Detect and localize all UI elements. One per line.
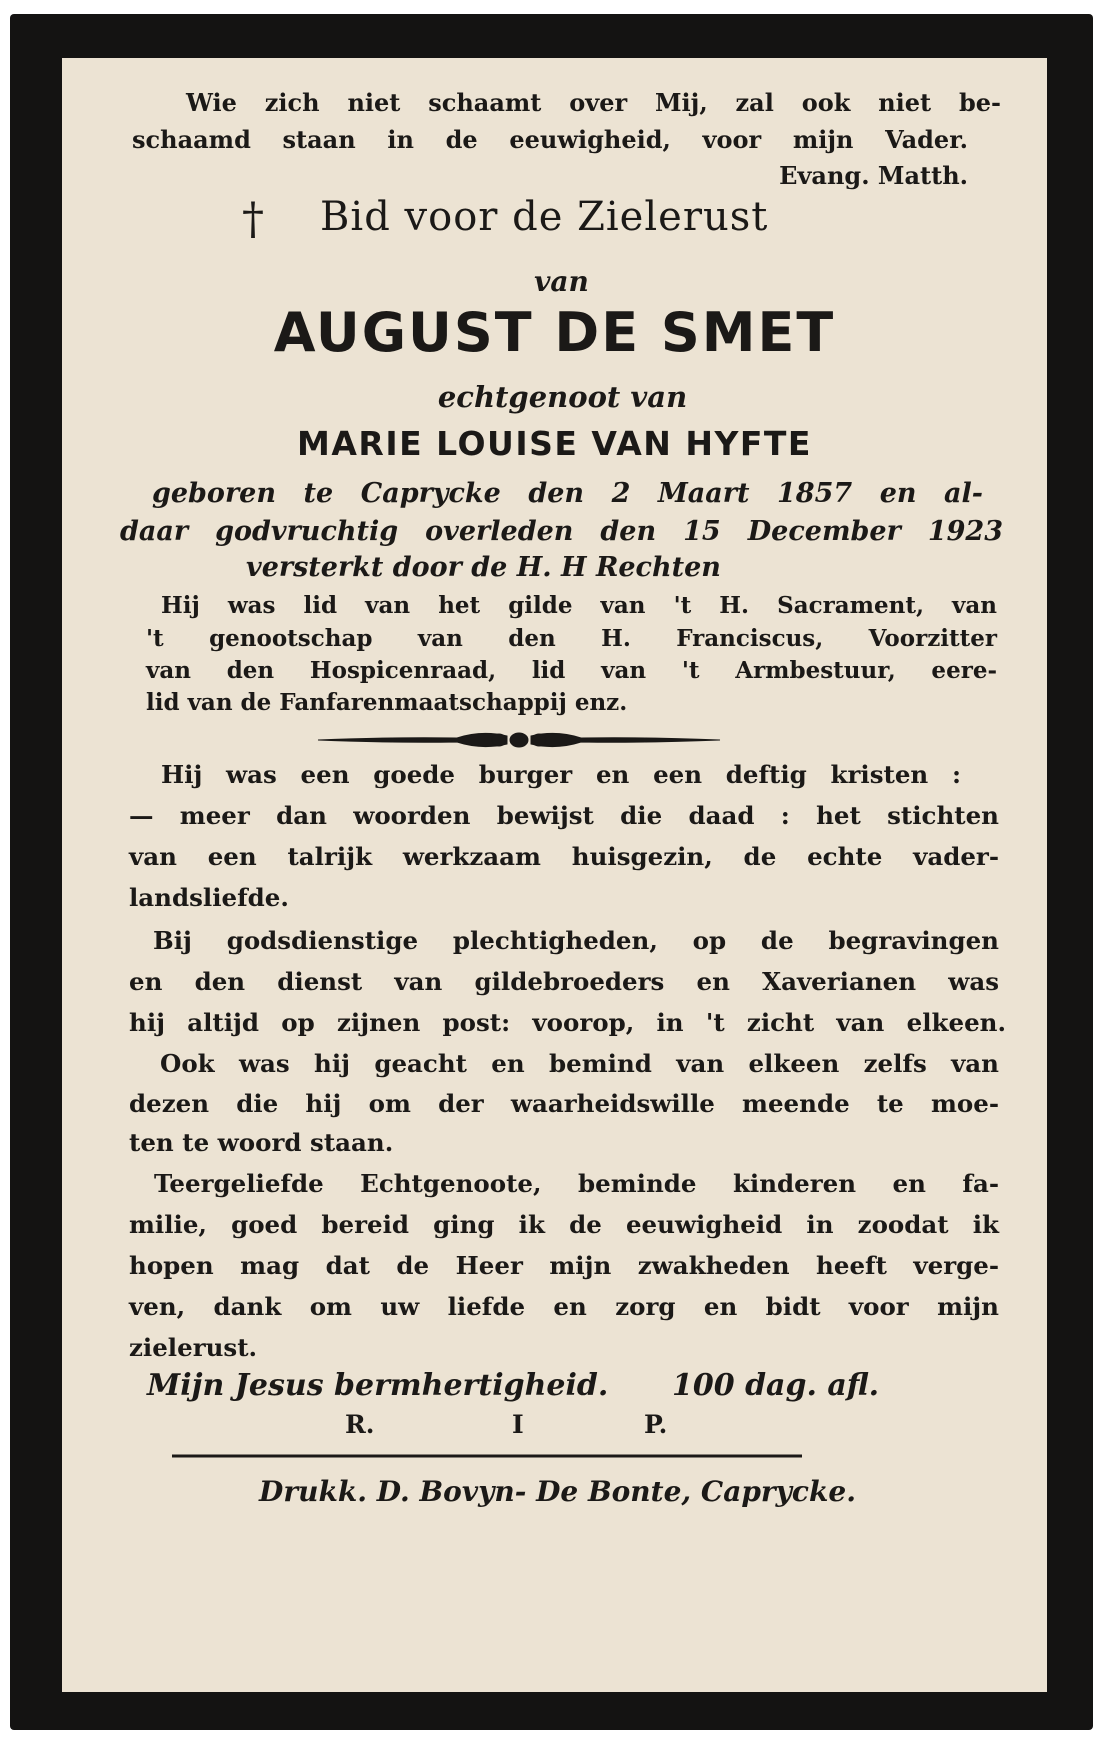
- epigraph-source: Evang. Matth.: [779, 161, 968, 190]
- ornament-divider: [62, 725, 1047, 755]
- rip-letter-p: P.: [644, 1410, 668, 1439]
- paragraph4-line-4: ven, dank om uw liefde en zorg en bidt voor mijn: [129, 1292, 999, 1321]
- paragraph4-line-5: zielerust.: [129, 1333, 258, 1362]
- memorial-card-paper: [62, 58, 1047, 1692]
- paragraph3-line-2: dezen die hij om der waarheidswille meende te moe-: [129, 1089, 999, 1118]
- paragraph1-line-4: landsliefde.: [129, 883, 289, 912]
- cross-symbol: †: [242, 194, 264, 245]
- birth-death-line-1: geboren te Caprycke den 2 Maart 1857 en al-: [152, 478, 983, 509]
- epigraph-line-2: schaamd staan in de eeuwigheid, voor mijn Vader.: [132, 125, 968, 154]
- memberships-line-2: 't genootschap van den H. Franciscus, Voorzitter: [146, 625, 997, 652]
- paragraph3-line-3: ten te woord staan.: [129, 1128, 394, 1157]
- prayer-header: Bid voor de Zielerust: [320, 194, 769, 240]
- indulgence-days: 100 dag. afl.: [672, 1368, 880, 1403]
- memberships-line-3: van den Hospicenraad, lid van 't Armbestuur, eere-: [146, 657, 997, 684]
- paragraph4-line-3: hopen mag dat de Heer mijn zwakheden heeft verge-: [129, 1251, 999, 1280]
- epigraph-line-1: Wie zich niet schaamt over Mij, zal ook niet be-: [186, 88, 1001, 117]
- paragraph3-line-1: Ook was hij geacht en bemind van elkeen zelfs van: [160, 1049, 999, 1078]
- paragraph1-line-1: Hij was een goede burger en een deftig kristen :: [161, 760, 961, 789]
- birth-death-line-2: daar godvruchtig overleden den 15 December 1923: [120, 516, 1003, 547]
- paragraph1-line-2: — meer dan woorden bewijst die daad : het stichten: [129, 801, 999, 830]
- printer-credit: Drukk. D. Bovyn- De Bonte, Caprycke.: [259, 1475, 856, 1508]
- van-word: van: [534, 265, 589, 298]
- spouse-name: MARIE LOUISE VAN HYFTE: [297, 424, 812, 463]
- paragraph4-line-1: Teergeliefde Echtgenoote, beminde kinderen en fa-: [154, 1169, 999, 1198]
- paragraph1-line-3: van een talrijk werkzaam huisgezin, de echte vader-: [129, 842, 999, 871]
- deceased-name: AUGUST DE SMET: [273, 301, 836, 364]
- paragraph2-line-2: en den dienst van gildebroeders en Xaverianen was: [129, 967, 999, 996]
- memberships-line-1: Hij was lid van het gilde van 't H. Sacrament, van: [161, 592, 997, 619]
- indulgence-prayer: Mijn Jesus bermhertigheid.: [147, 1368, 609, 1403]
- memorial-card-border: [10, 14, 1093, 1730]
- paragraph2-line-3: hij altijd op zijnen post: voorop, in 't zicht van elkeen.: [129, 1008, 1006, 1037]
- paragraph4-line-2: milie, goed bereid ging ik de eeuwigheid in zoodat ik: [129, 1210, 999, 1239]
- rip-letter-r: R.: [345, 1410, 375, 1439]
- bottom-rule: [62, 1452, 1047, 1462]
- spouse-label: echtgenoot van: [437, 380, 688, 414]
- rip-letter-i: I: [512, 1410, 524, 1439]
- memberships-line-4: lid van de Fanfarenmaatschappij enz.: [146, 689, 628, 716]
- birth-death-line-3: versterkt door de H. H Rechten: [246, 552, 721, 583]
- paragraph2-line-1: Bij godsdienstige plechtigheden, op de begravingen: [153, 926, 999, 955]
